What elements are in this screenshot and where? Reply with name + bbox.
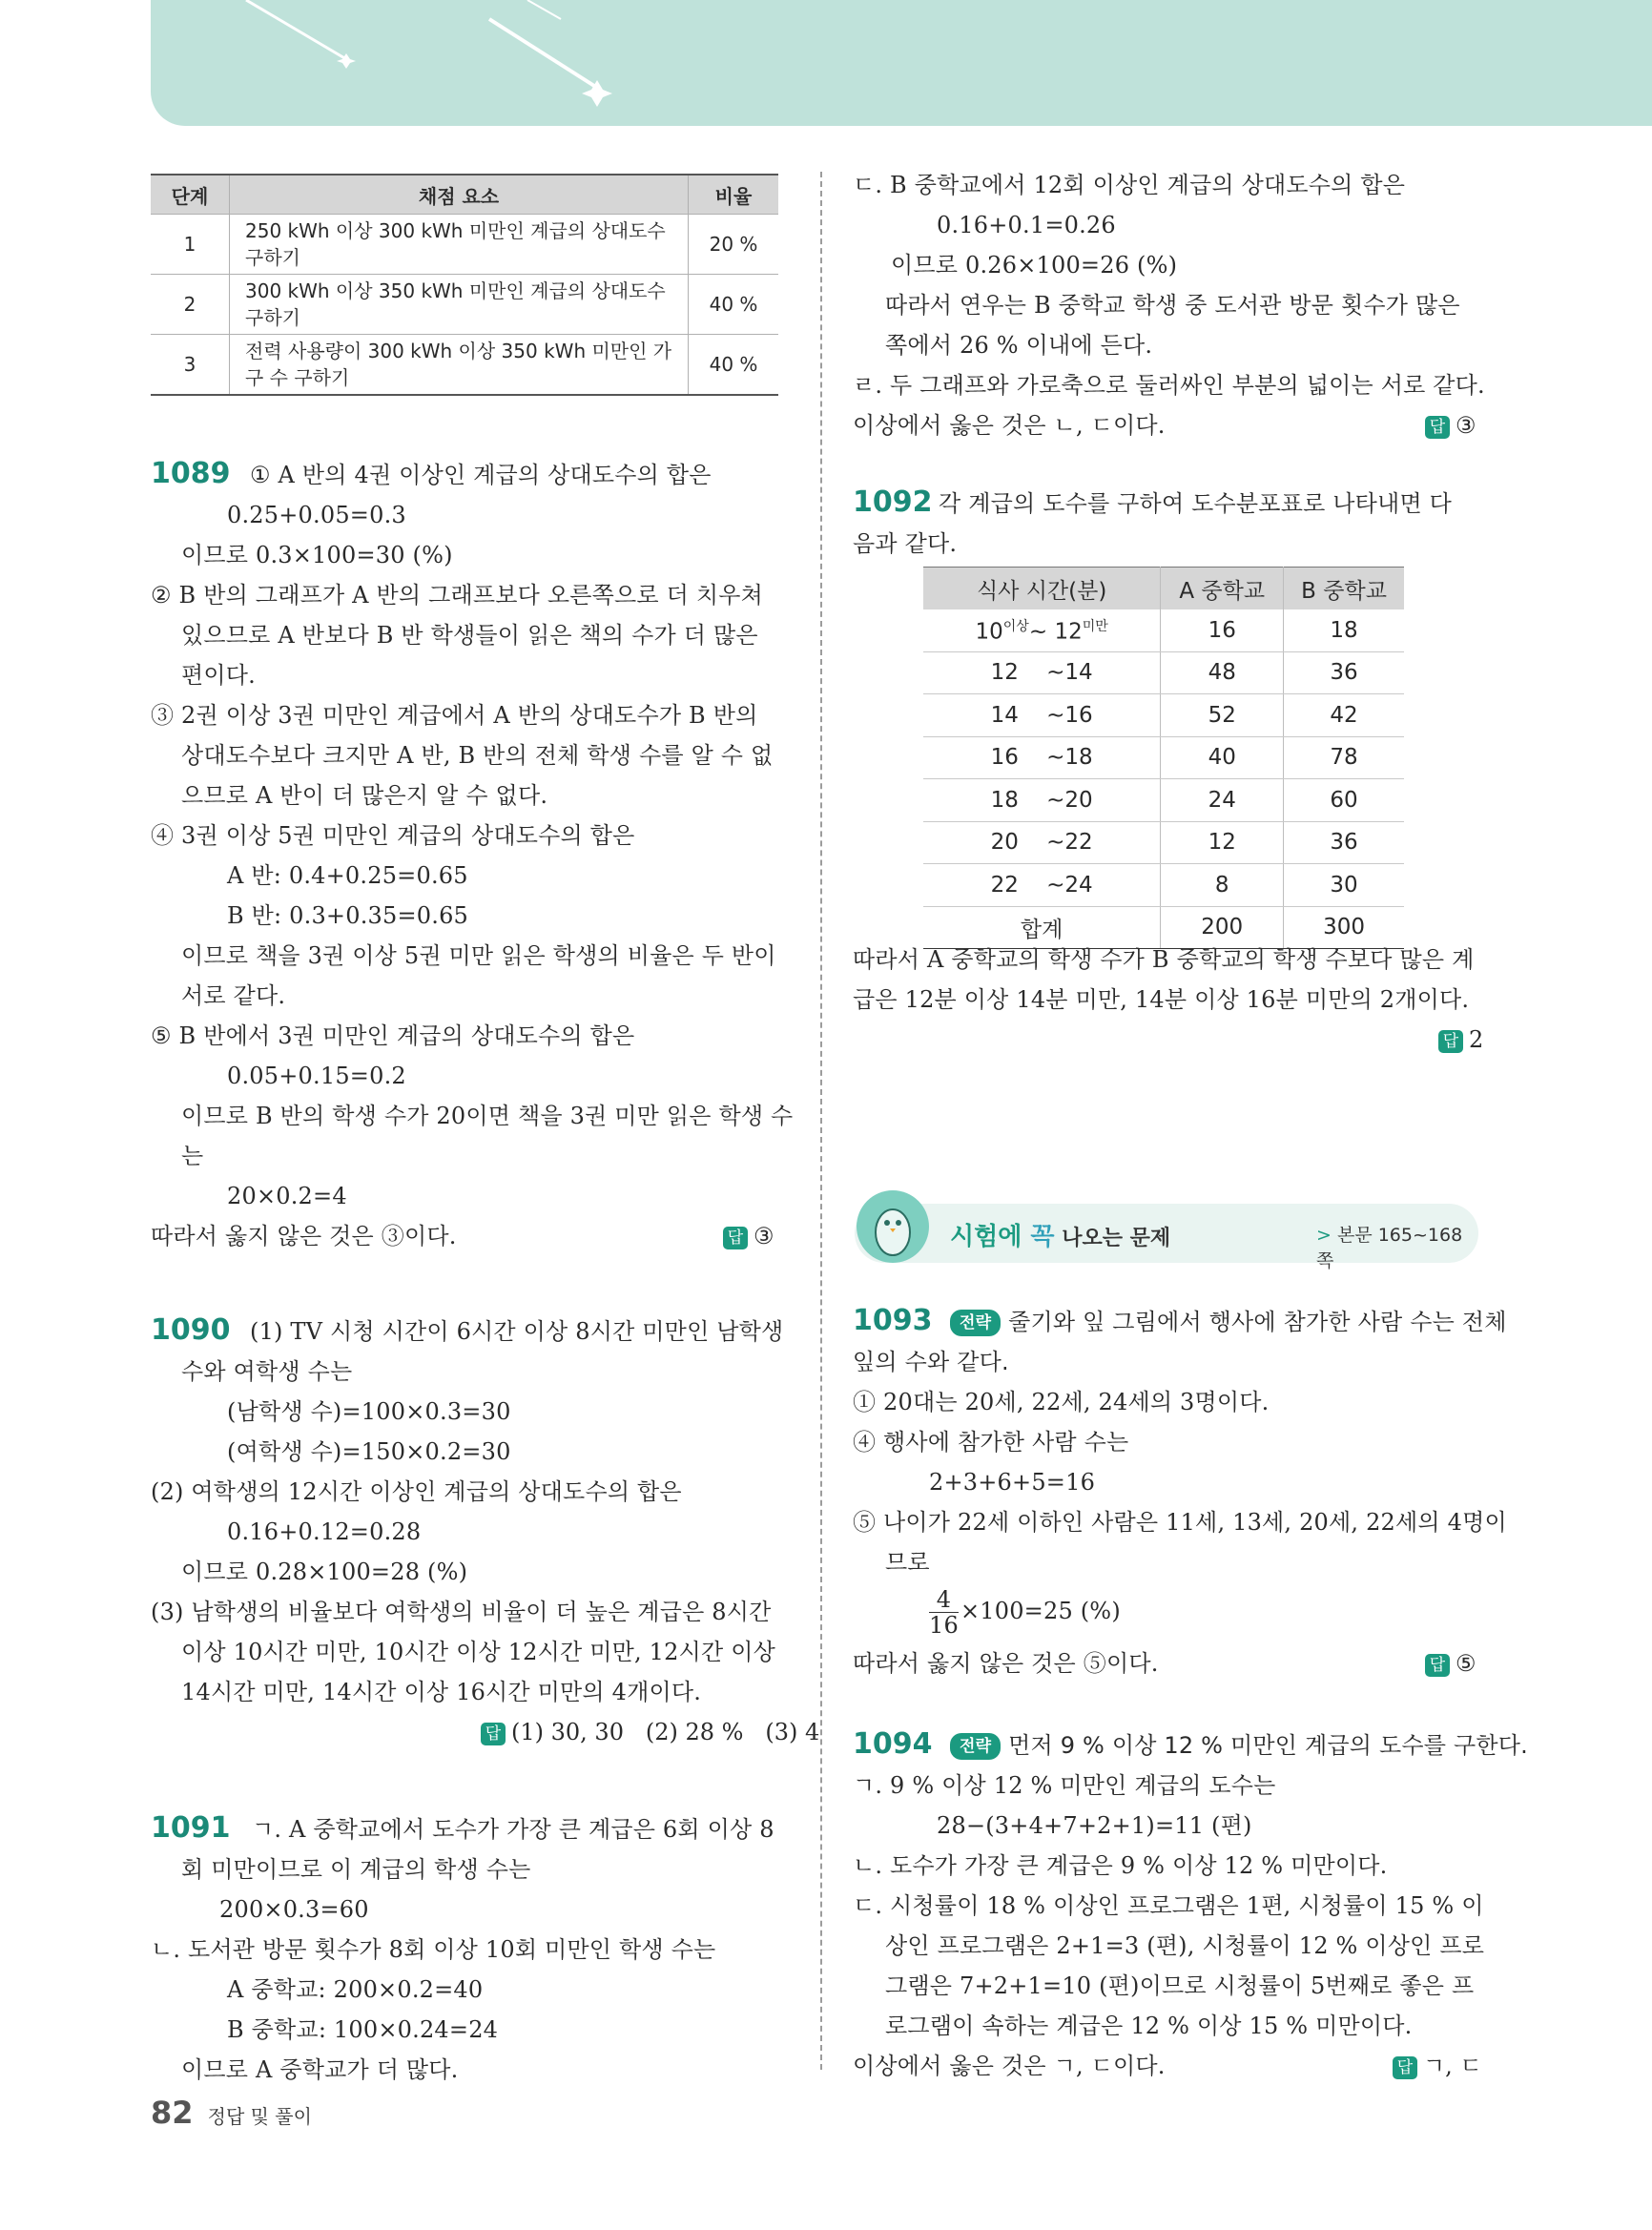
solution-line: ㄱ. 9 % 이상 12 % 미만인 계급의 도수는 [853, 1772, 1276, 1799]
strategy-line [950, 1307, 1507, 1337]
solution-line: 28−(3+4+7+2+1)=11 (편) [937, 1812, 1252, 1839]
solution-line: ⑤ B 반에서 3권 미만인 계급의 상대도수의 합은 [151, 1022, 635, 1049]
solution-line: 상대도수보다 크지만 A 반, B 반의 전체 학생 수를 알 수 없 [181, 742, 774, 769]
solution-line: 0.05+0.15=0.2 [227, 1063, 406, 1089]
solution-line: ㄹ. 두 그래프와 가로축으로 둘러싸인 부분의 넓이는 서로 같다. [853, 372, 1485, 399]
solution-line: (2) 여학생의 12시간 이상인 계급의 상대도수의 합은 [151, 1478, 682, 1505]
section-title-part: 꼭 [1030, 1223, 1055, 1251]
scoring-table [151, 174, 778, 396]
score-ratio: 20 % [689, 215, 779, 275]
solution-line: 14시간 미만, 14시간 이상 16시간 미만의 4개이다. [181, 1679, 702, 1705]
solution-line: 이므로 A 중학교가 더 많다. [181, 2056, 459, 2083]
freq-b: 60 [1284, 779, 1404, 822]
score-item [230, 215, 689, 275]
frequency-table [923, 567, 1404, 949]
strategy-tag: 전략 [950, 1733, 1001, 1760]
freq-class: 합계 [923, 906, 1161, 949]
solution-line: 으므로 A 반이 더 많은지 알 수 없다. [181, 782, 548, 809]
solution-line: 음과 같다. [853, 530, 958, 557]
solution-line: 0.25+0.05=0.3 [227, 502, 406, 528]
problem-number-1094: 1094 [853, 1727, 933, 1761]
page-footer [151, 2095, 312, 2131]
table-row [923, 736, 1404, 779]
answer-value: (1) 30, 30 (2) 28 % (3) 4 [511, 1719, 820, 1745]
solution-line: 있으므로 A 반보다 B 반 학생들이 읽은 책의 수가 더 많은 [181, 622, 758, 649]
table-row [151, 335, 778, 396]
freq-class: $10^{이상}\sim$ $12^{미만}$ [923, 609, 1161, 651]
column-divider [820, 172, 822, 2070]
answer-1089 [723, 1221, 774, 1251]
freq-a: 40 [1161, 736, 1284, 779]
fraction [929, 1587, 959, 1638]
score-header-item: 채점 요소 [230, 175, 689, 215]
solution-line: 따라서 A 중학교의 학생 수가 B 중학교의 학생 수보다 많은 계 [853, 946, 1475, 973]
table-row [151, 215, 778, 275]
header-banner [151, 0, 1652, 126]
score-item-line: 구하기 [245, 306, 300, 329]
section-title-part: 나오는 문제 [1054, 1227, 1171, 1250]
table-row [151, 275, 778, 335]
freq-b: 18 [1284, 609, 1404, 651]
solution-line: 이므로 0.26×100=26 (%) [891, 252, 1178, 279]
score-item-line: 250 kWh 이상 300 kWh 미만인 계급의 상대도수 [245, 219, 666, 242]
section-header [855, 1204, 1478, 1271]
section-page-ref [1316, 1221, 1478, 1272]
strategy-line [950, 1730, 1528, 1761]
answer-badge-icon: 답 [1425, 416, 1450, 439]
solution-line: 따라서 옳지 않은 것은 ③이다. [151, 1223, 457, 1249]
freq-b: 300 [1284, 906, 1404, 949]
solution-line: 서로 같다. [181, 982, 286, 1009]
table-row [923, 779, 1404, 822]
answer-1093 [1425, 1648, 1476, 1679]
solution-line: 쪽에서 26 % 이내에 든다. [885, 332, 1153, 359]
solution-line: ③ 2권 이상 3권 미만인 계급에서 A 반의 상대도수가 B 반의 [151, 702, 758, 729]
problem-number-1093: 1093 [853, 1304, 933, 1337]
freq-b: 30 [1284, 864, 1404, 907]
freq-header: A 중학교 [1161, 568, 1284, 610]
answer-1091 [1425, 410, 1476, 441]
solution-line: A 중학교: 200×0.2=40 [227, 1976, 484, 2003]
class-sup: 미만 [1082, 618, 1108, 634]
decorative-stars [151, 0, 1652, 126]
table-row [923, 821, 1404, 864]
answer-1094 [1393, 2051, 1482, 2081]
solution-line: 이므로 0.3×100=30 (%) [181, 542, 453, 568]
answer-value: ⑤ [1456, 1650, 1476, 1677]
strategy-line: 잎의 수와 같다. [853, 1349, 1009, 1375]
answer-badge-icon: 답 [481, 1723, 506, 1745]
freq-b: 36 [1284, 651, 1404, 694]
penguin-mascot-icon [855, 1181, 931, 1272]
answer-value: ㄱ, ㄷ [1423, 2053, 1482, 2079]
score-item-line: 구 수 구하기 [245, 366, 350, 389]
class-high: 12 [1054, 619, 1083, 645]
solution-line: 상인 프로그램은 2+1=3 (편), 시청률이 12 % 이상인 프로 [885, 1932, 1485, 1959]
score-item [230, 275, 689, 335]
page-number: 82 [151, 2095, 194, 2131]
solution-line: 0.16+0.12=0.28 [227, 1518, 422, 1545]
solution-line: 수와 여학생 수는 [181, 1358, 353, 1385]
answer-value: ③ [1456, 412, 1476, 439]
freq-a: 16 [1161, 609, 1284, 651]
class-sup: 이상 [1002, 618, 1029, 634]
solution-line: 편이다. [181, 662, 256, 689]
freq-a: 48 [1161, 651, 1284, 694]
solution-line: 이므로 0.28×100=28 (%) [181, 1559, 468, 1585]
freq-a: 24 [1161, 779, 1284, 822]
score-header-step: 단계 [151, 175, 230, 215]
solution-line: ㄷ. 시청률이 18 % 이상인 프로그램은 1편, 시청률이 15 % 이 [853, 1892, 1484, 1919]
solution-line: (3) 남학생의 비율보다 여학생의 비율이 더 높은 계급은 8시간 [151, 1599, 772, 1625]
score-ratio: 40 % [689, 275, 779, 335]
problem-number-1091: 1091 [151, 1811, 231, 1845]
solution-line: ① 20대는 20세, 22세, 24세의 3명이다. [853, 1389, 1270, 1415]
solution-line: 로그램이 속하는 계급은 12 % 이상 15 % 미만이다. [885, 2013, 1413, 2039]
solution-line: 급은 12분 이상 14분 미만, 14분 이상 16분 미만의 2개이다. [853, 986, 1470, 1013]
freq-class: 18 ~20 [923, 779, 1161, 822]
freq-class: 16 ~18 [923, 736, 1161, 779]
solution-line: (1) TV 시청 시간이 6시간 이상 8시간 미만인 남학생 [250, 1318, 784, 1345]
freq-a: 52 [1161, 694, 1284, 737]
answer-badge-icon: 답 [1393, 2056, 1417, 2079]
solution-line: 회 미만이므로 이 계급의 학생 수는 [181, 1856, 531, 1883]
answer-badge-icon: 답 [1425, 1654, 1450, 1677]
score-item-line: 전력 사용량이 300 kWh 이상 350 kWh 미만인 가 [245, 340, 672, 362]
table-row [923, 694, 1404, 737]
score-step: 3 [151, 335, 230, 396]
answer-value: ③ [754, 1223, 774, 1249]
table-row [923, 864, 1404, 907]
solution-line: (남학생 수)=100×0.3=30 [227, 1398, 511, 1425]
solution-line: 므로 [885, 1549, 930, 1576]
solution-line: 는 [181, 1143, 204, 1169]
answer-1092 [1438, 1024, 1483, 1055]
solution-line: 따라서 연우는 B 중학교 학생 중 도서관 방문 횟수가 많은 [885, 292, 1460, 319]
score-item-line: 300 kWh 이상 350 kWh 미만인 계급의 상대도수 [245, 279, 666, 302]
freq-a: 12 [1161, 821, 1284, 864]
problem-number-1090: 1090 [151, 1313, 231, 1347]
solution-line: 그램은 7+2+1=10 (편)이므로 시청률이 5번째로 좋은 프 [885, 1972, 1475, 1999]
solution-line: 이상 10시간 미만, 10시간 이상 12시간 미만, 12시간 이상 [181, 1639, 775, 1665]
section-title-part: 시험에 [950, 1223, 1031, 1251]
solution-line: 200×0.3=60 [219, 1896, 369, 1923]
solution-line: ㄴ. 도수가 가장 큰 계급은 9 % 이상 12 % 미만이다. [853, 1852, 1388, 1879]
solution-line: 이상에서 옳은 것은 ㄴ, ㄷ이다. [853, 412, 1166, 439]
freq-a: 200 [1161, 906, 1284, 949]
fraction-expression [929, 1587, 1121, 1638]
solution-line: ㄷ. B 중학교에서 12회 이상인 계급의 상대도수의 합은 [853, 172, 1406, 198]
section-title [950, 1217, 1170, 1252]
solution-line: 20×0.2=4 [227, 1183, 347, 1209]
solution-line: B 중학교: 100×0.24=24 [227, 2016, 499, 2043]
score-item-line: 구하기 [245, 246, 300, 269]
freq-a: 8 [1161, 864, 1284, 907]
score-header-ratio: 비율 [689, 175, 779, 215]
fraction-rest: ×100=25 (%) [960, 1598, 1121, 1624]
solution-line: (여학생 수)=150×0.2=30 [227, 1438, 511, 1465]
solution-line: 이상에서 옳은 것은 ㄱ, ㄷ이다. [853, 2053, 1166, 2079]
freq-header: 식사 시간(분) [923, 568, 1161, 610]
score-item [230, 335, 689, 396]
strategy-text: 줄기와 잎 그림에서 행사에 참가한 사람 수는 전체 [1008, 1309, 1507, 1335]
solution-line: ④ 행사에 참가한 사람 수는 [853, 1429, 1129, 1456]
solution-line: 이므로 B 반의 학생 수가 20이면 책을 3권 미만 읽은 학생 수 [181, 1103, 794, 1129]
score-step: 2 [151, 275, 230, 335]
solution-line: ④ 3권 이상 5권 미만인 계급의 상대도수의 합은 [151, 822, 635, 849]
table-row-total [923, 906, 1404, 949]
solution-line: ② B 반의 그래프가 A 반의 그래프보다 오른쪽으로 더 치우쳐 [151, 582, 763, 609]
solution-line: B 반: 0.3+0.35=0.65 [227, 902, 469, 929]
solution-line: 따라서 옳지 않은 것은 ⑤이다. [853, 1650, 1159, 1677]
problem-number-1089: 1089 [151, 457, 231, 490]
freq-class: 20 ~22 [923, 821, 1161, 864]
answer-badge-icon: 답 [1438, 1030, 1463, 1053]
answer-badge-icon: 답 [723, 1227, 748, 1249]
solution-line: ⑤ 나이가 22세 이하인 사람은 11세, 13세, 20세, 22세의 4명이 [853, 1509, 1507, 1536]
solution-line: 이므로 책을 3권 이상 5권 미만 읽은 학생의 비율은 두 반이 [181, 942, 776, 969]
section-ref-text: 본문 165~168쪽 [1316, 1225, 1463, 1271]
problem-number-1092: 1092 [853, 485, 933, 519]
score-ratio: 40 % [689, 335, 779, 396]
solution-line: 0.16+0.1=0.26 [937, 212, 1116, 238]
table-row [923, 609, 1404, 651]
strategy-tag: 전략 [950, 1310, 1001, 1336]
chevron-right-icon: > [1316, 1225, 1332, 1246]
freq-class: 12 ~14 [923, 651, 1161, 694]
answer-value: 2 [1469, 1026, 1484, 1053]
freq-class: 22 ~24 [923, 864, 1161, 907]
solution-line: 2+3+6+5=16 [929, 1469, 1096, 1496]
fraction-denominator: 16 [929, 1612, 959, 1639]
solution-line: 각 계급의 도수를 구하여 도수분포표로 나타내면 다 [939, 490, 1453, 517]
freq-class: 14 ~16 [923, 694, 1161, 737]
solution-line: ㄱ. A 중학교에서 도수가 가장 큰 계급은 6회 이상 8 [252, 1816, 774, 1843]
answer-1090 [481, 1717, 819, 1747]
solution-line: A 반: 0.4+0.25=0.65 [227, 862, 468, 889]
fraction-numerator: 4 [929, 1587, 959, 1613]
score-step: 1 [151, 215, 230, 275]
freq-b: 78 [1284, 736, 1404, 779]
freq-header: B 중학교 [1284, 568, 1404, 610]
strategy-text: 먼저 9 % 이상 12 % 미만인 계급의 도수를 구한다. [1008, 1732, 1528, 1759]
class-low: 10 [975, 619, 1003, 645]
solution-line: ① A 반의 4권 이상인 계급의 상대도수의 합은 [250, 462, 712, 488]
table-row [923, 651, 1404, 694]
solution-line: ㄴ. 도서관 방문 횟수가 8회 이상 10회 미만인 학생 수는 [151, 1936, 716, 1963]
freq-b: 42 [1284, 694, 1404, 737]
footer-label: 정답 및 풀이 [207, 2105, 312, 2128]
freq-b: 36 [1284, 821, 1404, 864]
